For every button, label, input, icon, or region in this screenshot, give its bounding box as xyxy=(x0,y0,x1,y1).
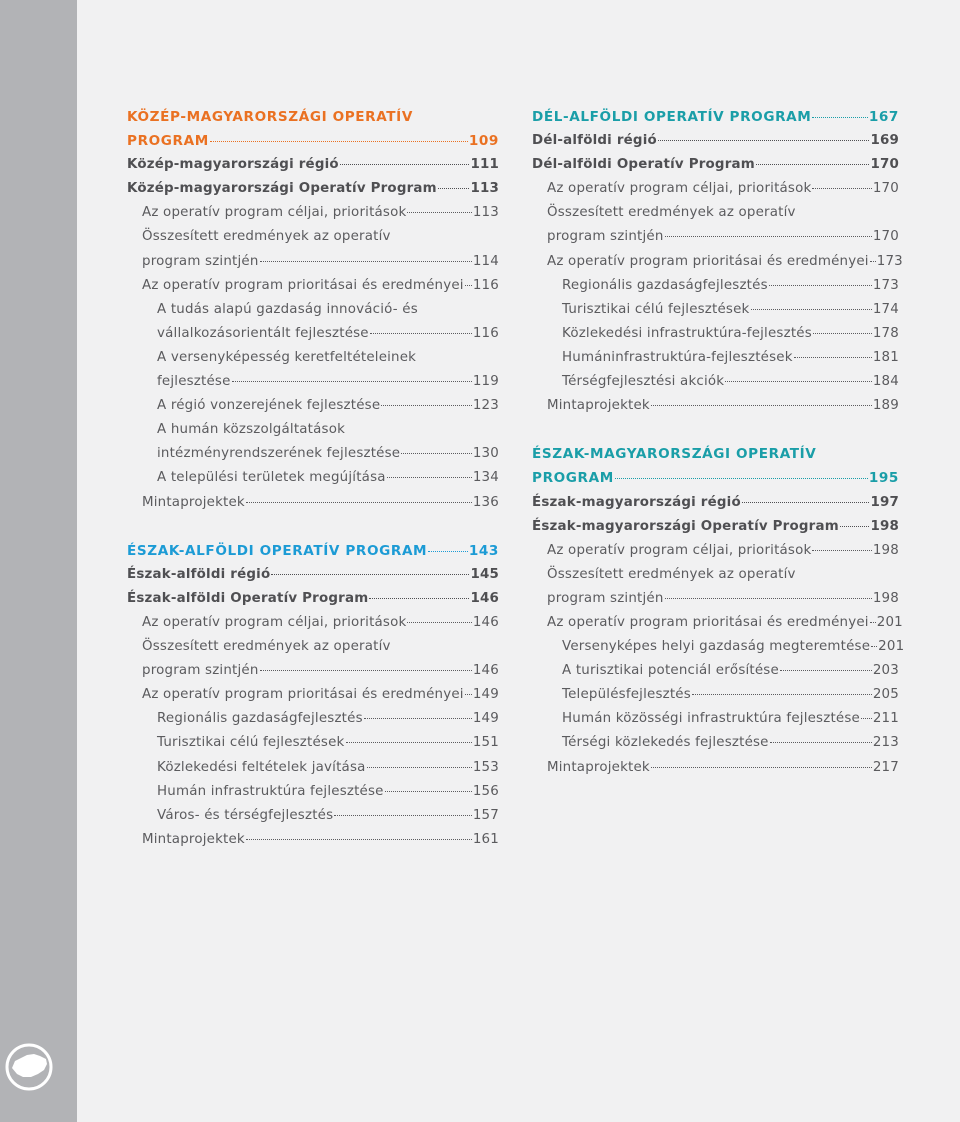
toc-entry-line1[interactable]: Összesített eredmények az operatív xyxy=(547,205,796,221)
toc-entry-line1[interactable]: Összesített eredmények az operatív xyxy=(547,566,796,582)
toc-entry[interactable]: Észak-alföldi Operatív Program 146 xyxy=(127,590,499,606)
toc-entry[interactable]: Az operatív program céljai, prioritások 170 xyxy=(547,181,899,197)
toc-entry[interactable]: program szintjén 170 xyxy=(547,229,899,245)
page-number: 109 xyxy=(468,133,499,150)
toc-entry[interactable]: Észak-magyarországi Operatív Program 198 xyxy=(532,518,899,534)
toc-entry[interactable]: Térségfejlesztési akciók 184 xyxy=(562,374,899,390)
toc-entry[interactable]: Az operatív program prioritásai és eredményei 149 xyxy=(142,687,499,703)
toc-entry[interactable]: vállalkozásorientált fejlesztése 116 xyxy=(157,325,499,341)
toc-entry[interactable]: Humán közösségi infrastruktúra fejlesztése 211 xyxy=(562,711,899,727)
toc-entry[interactable]: Város- és térségfejlesztés 157 xyxy=(157,807,499,823)
toc-entry-line1[interactable]: Összesített eredmények az operatív xyxy=(142,229,391,245)
toc-entry[interactable]: Észak-magyarországi régió 197 xyxy=(532,494,899,510)
page-number: 167 xyxy=(868,109,899,125)
toc-entry[interactable]: fejlesztése 119 xyxy=(157,374,499,390)
toc-entry[interactable]: Regionális gazdaságfejlesztés 173 xyxy=(562,277,899,293)
toc-entry-line1[interactable]: Összesített eredmények az operatív xyxy=(142,639,391,655)
toc-entry[interactable]: Közép-magyarországi régió 111 xyxy=(127,157,499,173)
toc-entry[interactable]: Mintaprojektek 189 xyxy=(547,398,899,414)
toc-column-right xyxy=(532,105,905,780)
section-title-kozep-line1[interactable]: KÖZÉP-MAGYARORSZÁGI OPERATÍV xyxy=(127,109,413,125)
toc-entry[interactable]: program szintjén 114 xyxy=(142,253,499,269)
toc-entry[interactable]: A régió vonzerejének fejlesztése 123 xyxy=(157,398,499,414)
toc-entry[interactable]: Dél-alföldi Operatív Program 170 xyxy=(532,157,899,173)
toc-entry[interactable]: Az operatív program céljai, prioritások 198 xyxy=(547,542,899,558)
toc-entry[interactable]: Dél-alföldi régió 169 xyxy=(532,133,899,149)
toc-entry-line1[interactable]: A humán közszolgáltatások xyxy=(157,422,346,438)
page-number: 143 xyxy=(468,542,499,559)
toc-entry[interactable]: intézményrendszerének fejlesztése 130 xyxy=(157,446,499,462)
toc-entry[interactable]: Humáninfrastruktúra-fejlesztések 181 xyxy=(562,349,899,365)
toc-entry[interactable]: program szintjén 198 xyxy=(547,590,899,606)
toc-entry[interactable]: Mintaprojektek 136 xyxy=(142,494,499,510)
toc-entry[interactable]: Térségi közlekedés fejlesztése 213 xyxy=(562,735,899,751)
toc-entry[interactable]: Településfejlesztés 205 xyxy=(562,687,899,703)
toc-entry[interactable]: Turisztikai célú fejlesztések 174 xyxy=(562,301,899,317)
toc-entry[interactable]: Az operatív program prioritásai és eredményei 173 xyxy=(547,253,903,269)
toc-entry[interactable]: Közlekedési feltételek javítása 153 xyxy=(157,759,499,775)
toc-entry[interactable]: Versenyképes helyi gazdaság megteremtése 201 xyxy=(562,639,905,655)
toc-entry[interactable]: Észak-alföldi régió 145 xyxy=(127,566,499,582)
toc-entry[interactable]: Az operatív program céljai, prioritások 146 xyxy=(142,614,499,630)
toc-entry[interactable]: Humán infrastruktúra fejlesztése 156 xyxy=(157,783,499,799)
toc-entry[interactable]: Az operatív program céljai, prioritások 113 xyxy=(142,205,499,221)
section-title-kozep[interactable]: PROGRAM 109 xyxy=(127,129,499,153)
sidebar-strip xyxy=(0,0,77,1122)
toc-entry[interactable]: Az operatív program prioritásai és eredményei 201 xyxy=(547,614,903,630)
toc-entry-line1[interactable]: A tudás alapú gazdaság innováció- és xyxy=(157,301,418,317)
toc-entry[interactable]: A települési területek megújítása 134 xyxy=(157,470,499,486)
section-title-eszak-magyar-line1[interactable]: ÉSZAK-MAGYARORSZÁGI OPERATÍV xyxy=(532,446,817,463)
toc-entry[interactable]: Turisztikai célú fejlesztések 151 xyxy=(157,735,499,751)
toc-entry[interactable]: Mintaprojektek 161 xyxy=(142,831,499,847)
toc-entry[interactable]: Mintaprojektek 217 xyxy=(547,759,899,775)
toc-entry[interactable]: Az operatív program prioritásai és eredményei 116 xyxy=(142,277,499,293)
toc-entry[interactable]: A turisztikai potenciál erősítése 203 xyxy=(562,663,899,679)
section-title-del-alfold[interactable]: DÉL-ALFÖLDI OPERATÍV PROGRAM 167 xyxy=(532,105,899,129)
toc-entry[interactable]: Közép-magyarországi Operatív Program 113 xyxy=(127,181,499,197)
toc-column-left xyxy=(127,105,499,852)
hungary-map-icon xyxy=(4,1040,54,1094)
page-number: 195 xyxy=(868,470,899,487)
toc-entry[interactable]: program szintjén 146 xyxy=(142,663,499,679)
section-title-eszak-alfold[interactable]: ÉSZAK-ALFÖLDI OPERATÍV PROGRAM 143 xyxy=(127,539,499,563)
toc-entry[interactable]: Regionális gazdaságfejlesztés 149 xyxy=(157,711,499,727)
section-title-eszak-magyar[interactable]: PROGRAM 195 xyxy=(532,466,899,490)
toc-entry[interactable]: Közlekedési infrastruktúra-fejlesztés 178 xyxy=(562,325,899,341)
toc-entry-line1[interactable]: A versenyképesség keretfeltételeinek xyxy=(157,349,417,365)
